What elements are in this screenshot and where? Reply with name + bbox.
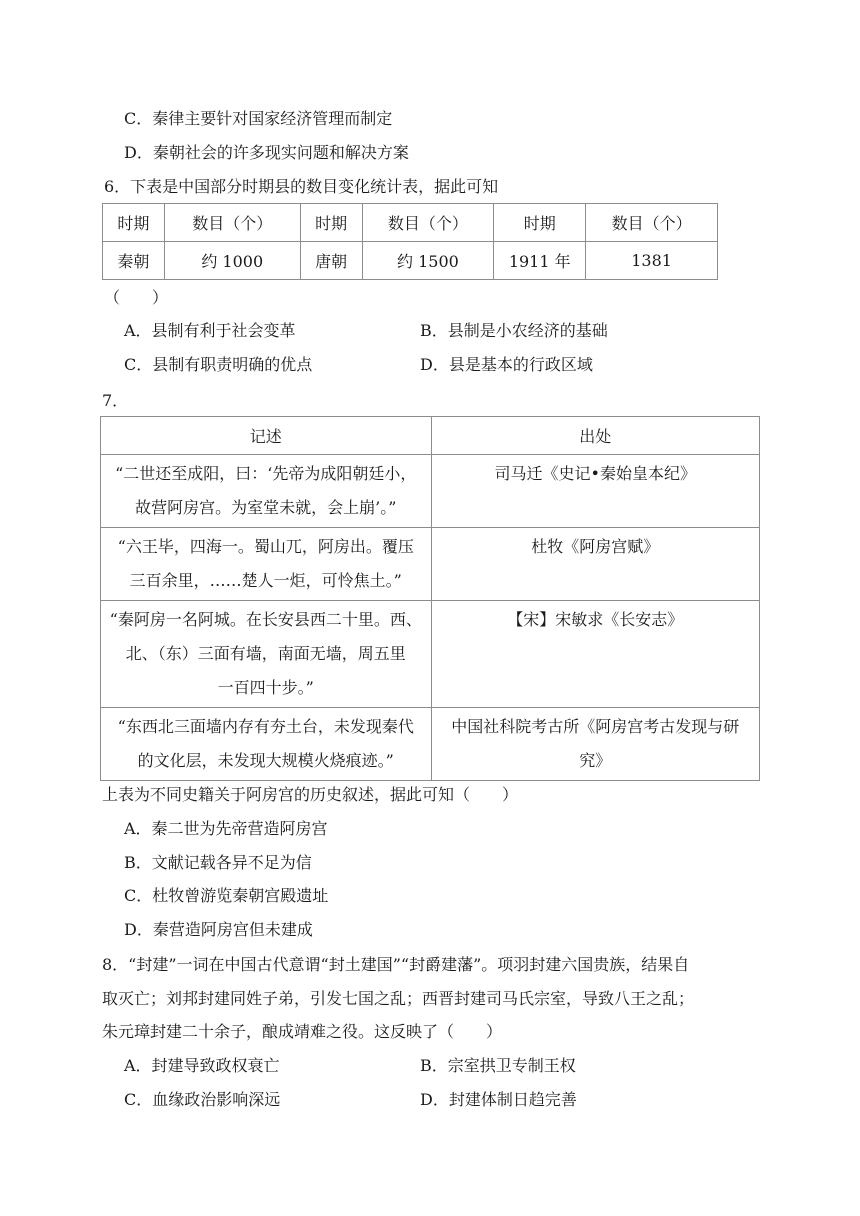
q6-option-b: B．县制是小农经济的基础 <box>420 321 608 340</box>
q7-source-cell <box>431 455 760 528</box>
q6-cell: 约 1500 <box>362 242 494 280</box>
q6-stem: 6．下表是中国部分时期县的数目变化统计表，据此可知 <box>104 177 499 196</box>
q8-option-c: C．血缘政治影响深远 <box>124 1090 281 1109</box>
q6-cell: 1381 <box>586 242 718 280</box>
q6-cell: 1911 年 <box>494 242 586 280</box>
q8-stem-line-3: 朱元璋封建二十余子，酿成靖难之役。这反映了（ ） <box>102 1022 503 1041</box>
record-line: 一百四十步。” <box>217 678 314 697</box>
q6-header-cell: 时期 <box>103 204 165 242</box>
q6-header-cell: 时期 <box>300 204 362 242</box>
source-line: 究》 <box>579 751 612 770</box>
q6-table-header <box>103 204 718 242</box>
q7-option-c: C．杜牧曾游览秦朝宫殿遗址 <box>124 886 329 905</box>
q8-option-b: B．宗室拱卫专制王权 <box>420 1056 576 1075</box>
q7-header-source: 出处 <box>431 417 760 455</box>
q8-option-a: A．封建导致政权衰亡 <box>124 1056 280 1075</box>
q7-option-b: B．文献记载各异不足为信 <box>124 853 312 872</box>
q8-option-d: D．封建体制日趋完善 <box>420 1090 577 1109</box>
q6-cell: 唐朝 <box>300 242 362 280</box>
q7-table-row <box>101 528 760 601</box>
record-line: 三百余里，……楚人一炬，可怜焦土。” <box>129 571 402 590</box>
q7-source-cell <box>431 601 760 708</box>
q7-table-row <box>101 455 760 528</box>
q7-stem: 上表为不同史籍关于阿房宫的历史叙述，据此可知（ ） <box>102 785 519 804</box>
record-line: “秦阿房一名阿城。在长安县西二十里。西、 <box>109 610 422 629</box>
q8-stem-line-2: 取灭亡；刘邦封建同姓子弟，引发七国之乱；西晋封建司马氏宗室，导致八王之乱； <box>102 989 695 1008</box>
source-line: 司马迁《史记•秦始皇本纪》 <box>494 464 696 483</box>
q6-option-a: A．县制有利于社会变革 <box>124 321 296 340</box>
q7-option-d: D．秦营造阿房宫但未建成 <box>124 920 313 939</box>
q6-option-c: C．县制有职责明确的优点 <box>124 355 313 374</box>
q5-option-c: C．秦律主要针对国家经济管理而制定 <box>124 109 393 128</box>
source-line: 杜牧《阿房宫赋》 <box>531 537 660 556</box>
q6-cell: 约 1000 <box>164 242 300 280</box>
q6-header-cell: 数目（个） <box>164 204 300 242</box>
q7-table <box>100 416 760 781</box>
q6-header-cell: 数目（个） <box>586 204 718 242</box>
q7-record-cell <box>101 528 432 601</box>
q7-source-cell <box>431 528 760 601</box>
q6-table <box>102 203 718 280</box>
source-line: 【宋】宋敏求《长安志》 <box>507 610 684 629</box>
q7-record-cell <box>101 601 432 708</box>
record-line: 的文化层，未发现大规模火烧痕迹。” <box>137 751 394 770</box>
q7-record-cell <box>101 708 432 781</box>
q7-record-cell <box>101 455 432 528</box>
q6-header-cell: 时期 <box>494 204 586 242</box>
q7-table-row <box>101 601 760 708</box>
record-line: “六王毕，四海一。蜀山兀，阿房出。覆压 <box>117 537 414 556</box>
q6-header-cell: 数目（个） <box>362 204 494 242</box>
q5-option-d: D．秦朝社会的许多现实问题和解决方案 <box>124 143 409 162</box>
q7-number: 7． <box>102 391 129 410</box>
q8-stem-line-1: 8．“封建”一词在中国古代意谓“封土建国”“封爵建藩”。项羽封建六国贵族，结果自 <box>102 955 690 974</box>
q7-header-record: 记述 <box>101 417 432 455</box>
q6-table-row <box>103 242 718 280</box>
q7-table-header <box>101 417 760 455</box>
record-line: “二世还至成阳，曰：‘先帝为成阳朝廷小， <box>115 464 417 483</box>
record-line: 故营阿房宫。为室堂未就，会上崩’。” <box>135 498 397 517</box>
source-line: 中国社科院考古所《阿房宫考古发现与研 <box>451 717 740 736</box>
q6-cell: 秦朝 <box>103 242 165 280</box>
record-line: “东西北三面墙内存有夯土台，未发现秦代 <box>117 717 414 736</box>
q7-table-row <box>101 708 760 781</box>
record-line: 北、（东）三面有墙，南面无墙，周五里 <box>125 644 406 663</box>
q7-source-cell <box>431 708 760 781</box>
q6-option-d: D．县是基本的行政区域 <box>420 355 593 374</box>
q7-option-a: A．秦二世为先帝营造阿房宫 <box>124 819 328 838</box>
q6-answer-paren: （ ） <box>104 288 169 307</box>
